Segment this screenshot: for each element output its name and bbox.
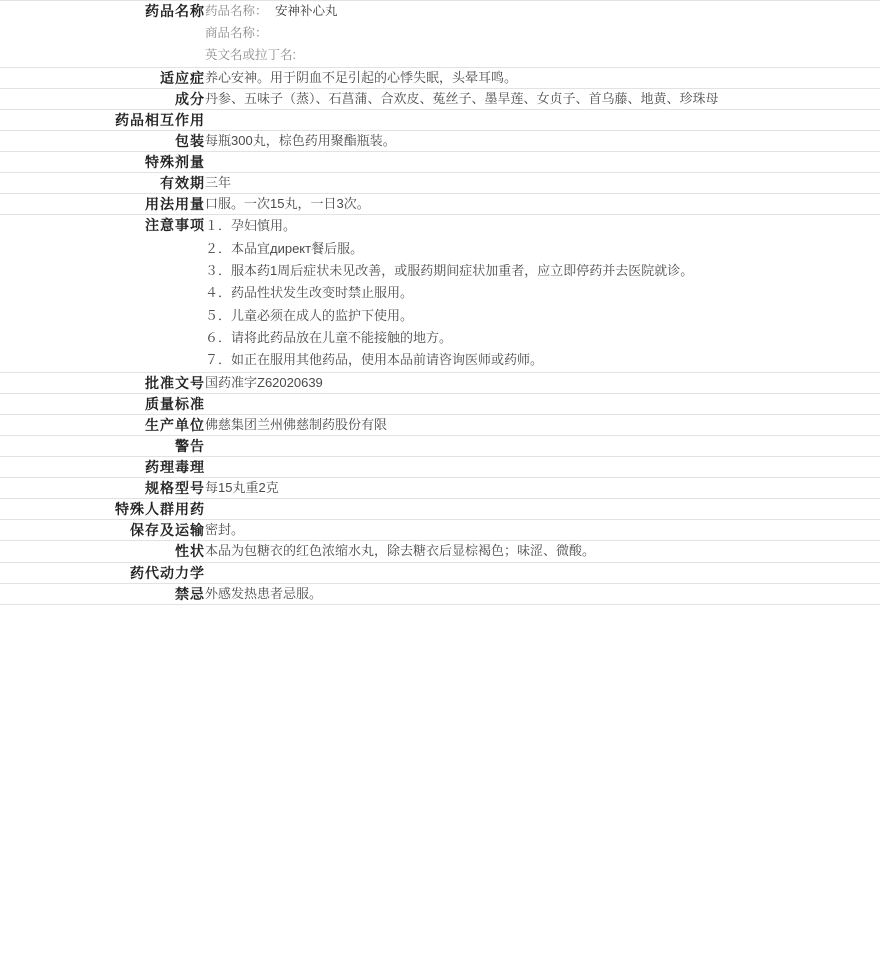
precaution-item: ７．如正在服用其他药品，使用本品前请咨询医师或药师。 bbox=[205, 352, 544, 368]
table-row bbox=[0, 499, 880, 520]
table-row bbox=[0, 194, 880, 215]
row-label: 质量标准 bbox=[0, 393, 205, 414]
row-label: 特殊人群用药 bbox=[0, 499, 205, 520]
table-row-precautions bbox=[0, 215, 880, 373]
table-row bbox=[0, 520, 880, 541]
table-row bbox=[0, 436, 880, 457]
table-row bbox=[0, 541, 880, 562]
row-value-text: 每瓶300丸，棕色药用聚酯瓶装。 bbox=[205, 132, 396, 148]
table-row bbox=[0, 152, 880, 173]
row-value bbox=[205, 583, 880, 604]
page-bottom-spacer bbox=[0, 605, 880, 725]
row-value bbox=[205, 520, 880, 541]
row-value-text: 养心安神。用于阴血不足引起的心悸失眠，头晕耳鸣。 bbox=[205, 69, 518, 85]
row-value-text: 佛慈集团兰州佛慈制药股份有限 bbox=[205, 416, 388, 432]
row-value-text bbox=[205, 457, 880, 469]
row-value bbox=[205, 67, 880, 88]
row-value bbox=[205, 562, 880, 583]
row-label: 注意事项 bbox=[0, 215, 205, 373]
table-row bbox=[0, 457, 880, 478]
row-value bbox=[205, 88, 880, 109]
table-row bbox=[0, 130, 880, 151]
table-row-drug-name bbox=[0, 1, 880, 68]
row-label-drug-name: 药品名称 bbox=[0, 1, 205, 68]
row-label: 适应症 bbox=[0, 67, 205, 88]
row-value-text bbox=[205, 152, 880, 164]
table-row bbox=[0, 478, 880, 499]
row-value bbox=[205, 173, 880, 194]
row-value bbox=[205, 130, 880, 151]
row-label: 药代动力学 bbox=[0, 562, 205, 583]
row-label: 规格型号 bbox=[0, 478, 205, 499]
field-english-name-label: 英文名或拉丁名: bbox=[205, 47, 296, 62]
row-value-text bbox=[205, 499, 880, 511]
field-drug-name-label: 药品名称： bbox=[205, 4, 268, 18]
precaution-item: ６．请将此药品放在儿童不能接触的地方。 bbox=[205, 330, 453, 346]
row-value bbox=[205, 541, 880, 562]
row-label: 药品相互作用 bbox=[0, 109, 205, 130]
row-value-text: 丹参、五味子（蒸）、石菖蒲、合欢皮、菟丝子、墨旱莲、女贞子、首乌藤、地黄、珍珠母 bbox=[205, 90, 719, 106]
table-row bbox=[0, 393, 880, 414]
row-label: 生产单位 bbox=[0, 414, 205, 435]
table-row bbox=[0, 583, 880, 604]
row-value bbox=[205, 152, 880, 173]
row-label: 批准文号 bbox=[0, 372, 205, 393]
field-trade-name-label: 商品名称： bbox=[205, 25, 268, 40]
row-label: 性状 bbox=[0, 541, 205, 562]
row-value bbox=[205, 414, 880, 435]
row-label: 包装 bbox=[0, 130, 205, 151]
precaution-item: １．孕妇慎用。 bbox=[205, 218, 297, 234]
row-label: 保存及运输 bbox=[0, 520, 205, 541]
field-trade-name bbox=[205, 23, 880, 45]
row-value-text: 国药准字Z62020639 bbox=[205, 374, 323, 390]
row-value bbox=[205, 436, 880, 457]
row-value bbox=[205, 194, 880, 215]
row-value-text: 三年 bbox=[205, 175, 232, 191]
row-label: 警告 bbox=[0, 436, 205, 457]
row-value bbox=[205, 393, 880, 414]
field-drug-name bbox=[205, 1, 880, 23]
table-row bbox=[0, 67, 880, 88]
row-label: 禁忌 bbox=[0, 583, 205, 604]
table-body bbox=[0, 1, 880, 605]
row-value-text bbox=[205, 436, 880, 448]
row-label: 特殊剂量 bbox=[0, 152, 205, 173]
table-row bbox=[0, 173, 880, 194]
row-value-text bbox=[205, 563, 880, 575]
field-english-name bbox=[205, 45, 880, 67]
row-value bbox=[205, 215, 880, 373]
table-row bbox=[0, 414, 880, 435]
row-value bbox=[205, 478, 880, 499]
precaution-item: ３．服本药1周后症状未见改善，或服药期间症状加重者，应立即停药并去医院就诊。 bbox=[205, 263, 694, 279]
row-value-text: 外感发热患者忌服。 bbox=[205, 585, 323, 601]
row-value-text: 口服。一次15丸，一日3次。 bbox=[205, 196, 370, 212]
row-value-text: 本品为包糖衣的红色浓缩水丸，除去糖衣后显棕褐色；味涩、微酸。 bbox=[205, 543, 596, 559]
row-label: 有效期 bbox=[0, 173, 205, 194]
row-value-text: 密封。 bbox=[205, 522, 245, 538]
table-row bbox=[0, 372, 880, 393]
row-label: 成分 bbox=[0, 88, 205, 109]
row-value bbox=[205, 109, 880, 130]
row-value-drug-name bbox=[205, 1, 880, 68]
row-value bbox=[205, 499, 880, 520]
precaution-item: ２．本品宜директ餐后服。 bbox=[205, 240, 364, 256]
precaution-item: ４．药品性状发生改变时禁止服用。 bbox=[205, 285, 414, 301]
row-value-text bbox=[205, 394, 880, 406]
table-row bbox=[0, 88, 880, 109]
row-value-text: 每15丸重2克 bbox=[205, 480, 279, 496]
row-label: 药理毒理 bbox=[0, 457, 205, 478]
row-value bbox=[205, 457, 880, 478]
row-value bbox=[205, 372, 880, 393]
field-drug-name-value: 安神补心丸 bbox=[275, 4, 338, 18]
row-value-text bbox=[205, 110, 880, 122]
table-row bbox=[0, 109, 880, 130]
table-row bbox=[0, 562, 880, 583]
row-label: 用法用量 bbox=[0, 194, 205, 215]
precaution-item: ５．儿童必须在成人的监护下使用。 bbox=[205, 307, 414, 323]
